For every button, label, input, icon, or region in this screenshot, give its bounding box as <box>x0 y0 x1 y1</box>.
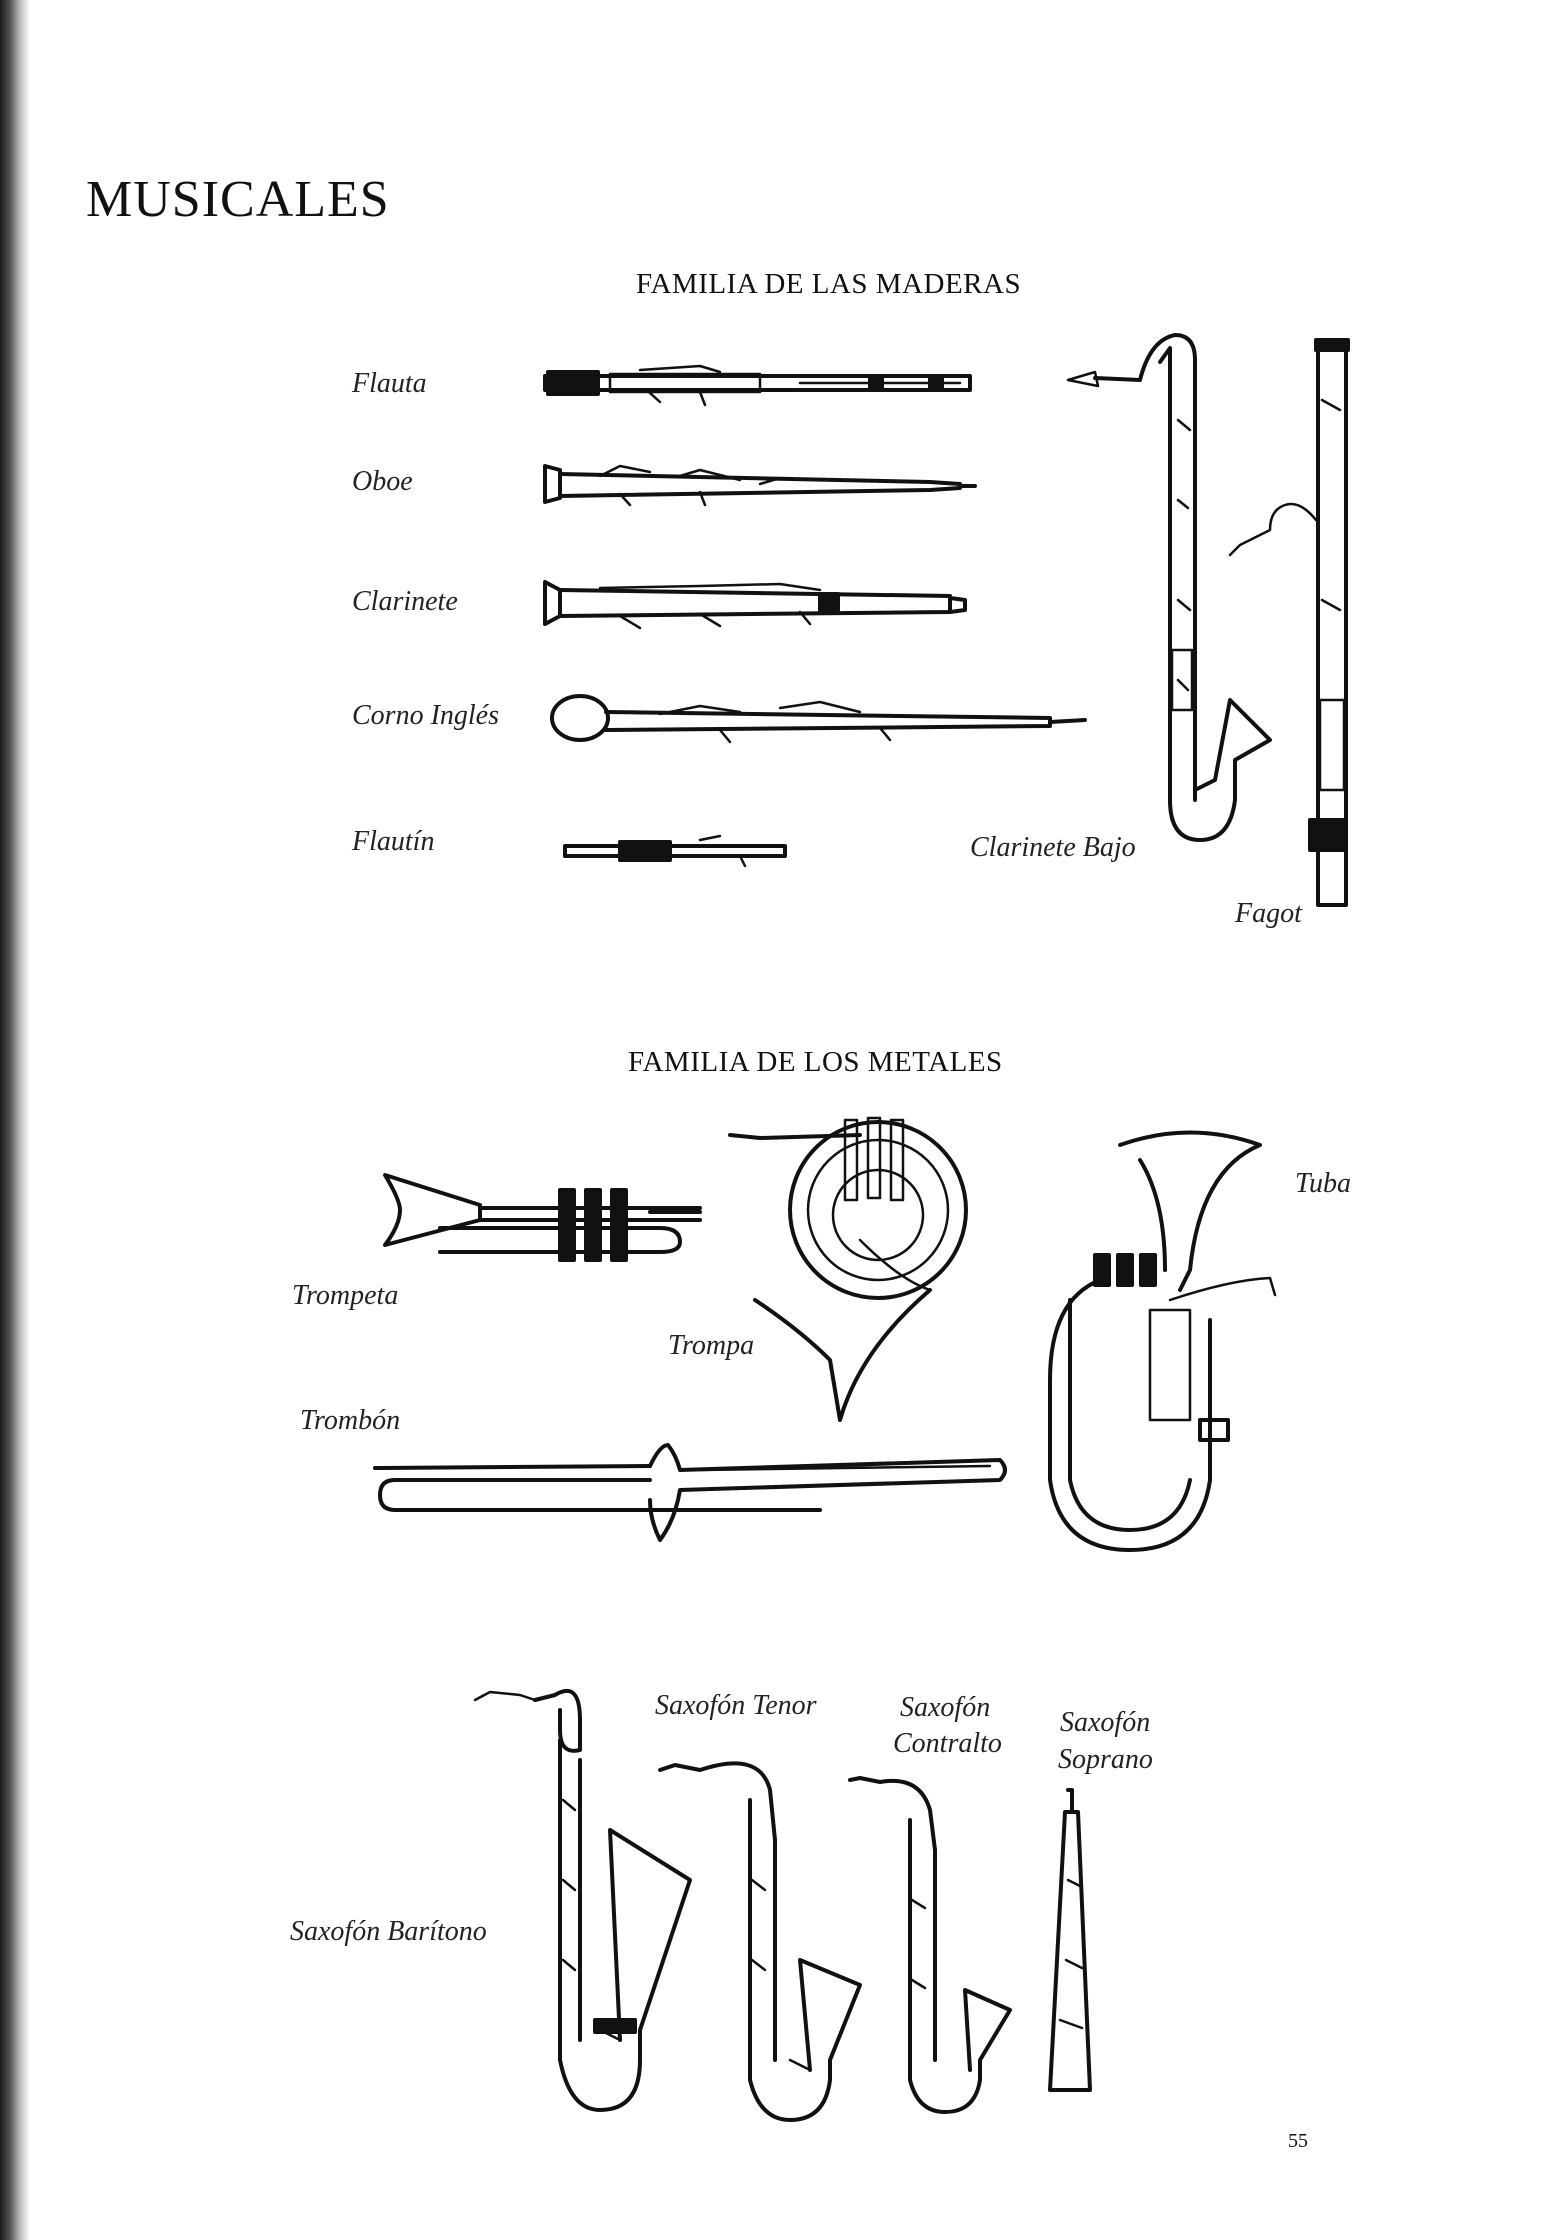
label-flautin: Flautín <box>352 826 435 857</box>
label-saxofon-contralto-line1: Saxofón <box>900 1692 991 1723</box>
alto-sax-illustration <box>850 1778 1010 2112</box>
label-trompeta: Trompeta <box>292 1280 399 1311</box>
tenor-sax-illustration <box>660 1763 860 2120</box>
label-saxofon-baritono: Saxofón Barítono <box>290 1916 487 1947</box>
label-trompa: Trompa <box>668 1330 755 1361</box>
soprano-sax-illustration <box>1050 1790 1090 2090</box>
label-saxofon-soprano-line2: Soprano <box>1058 1744 1153 1775</box>
woodwinds-heading: FAMILIA DE LAS MADERAS <box>636 268 1022 300</box>
label-flauta: Flauta <box>352 368 427 399</box>
label-saxofon-soprano-line1: Saxofón <box>1060 1707 1151 1738</box>
label-oboe: Oboe <box>352 466 413 497</box>
label-saxofon-tenor: Saxofón Tenor <box>655 1690 817 1721</box>
brass-heading: FAMILIA DE LOS METALES <box>628 1046 1003 1078</box>
label-clarinete-bajo: Clarinete Bajo <box>970 832 1136 863</box>
label-clarinete: Clarinete <box>352 586 458 617</box>
page-number: 55 <box>1288 2130 1308 2152</box>
label-saxofon-contralto-line2: Contralto <box>893 1728 1002 1759</box>
page-title: MUSICALES <box>86 171 390 228</box>
baritone-sax-illustration <box>475 1691 690 2110</box>
label-fagot: Fagot <box>1235 898 1302 929</box>
label-tuba: Tuba <box>1295 1168 1352 1199</box>
label-corno-ingles: Corno Inglés <box>352 700 499 731</box>
label-trombon: Trombón <box>300 1405 401 1436</box>
